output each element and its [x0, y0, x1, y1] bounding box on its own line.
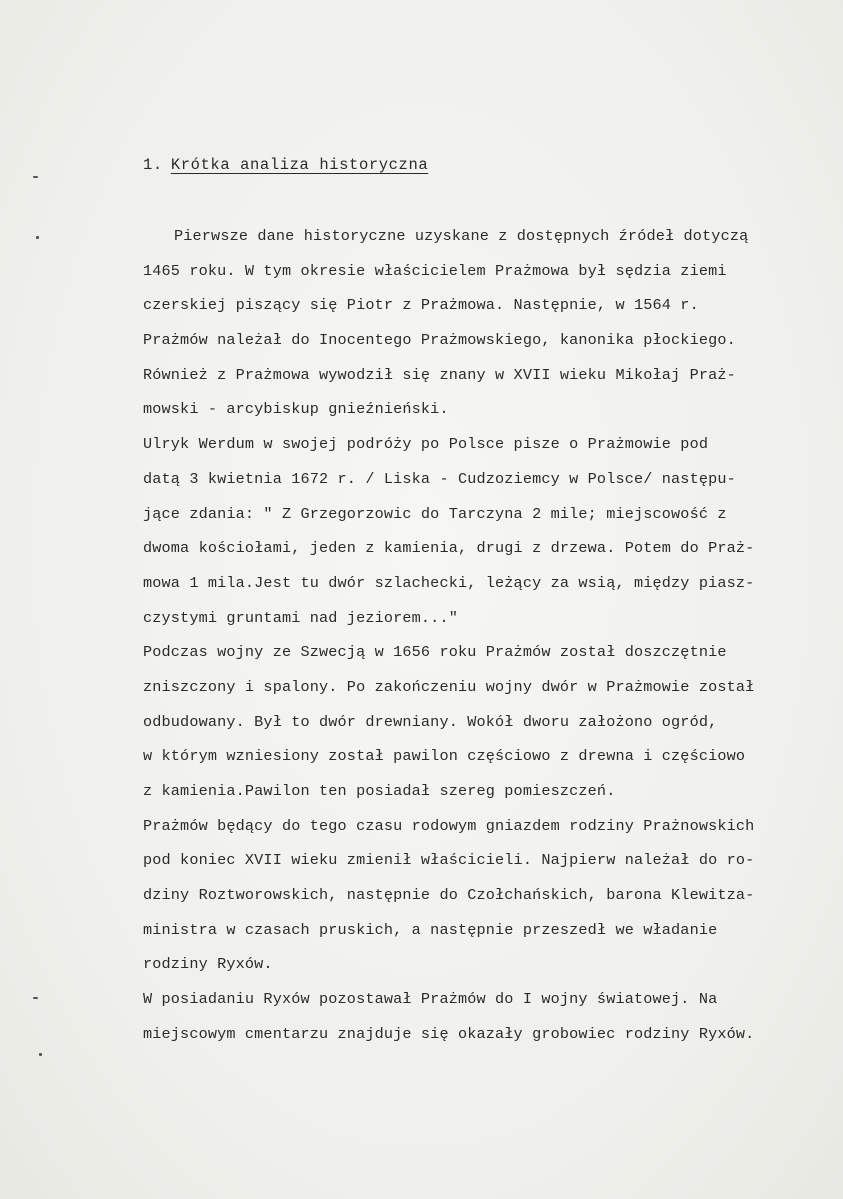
text-line: mowski - arcybiskup gnieźnieński. [143, 400, 449, 419]
text-line: odbudowany. Był to dwór drewniany. Wokół dworu założono ogród, [143, 712, 718, 731]
body-text [143, 219, 843, 1052]
text-line: Również z Prażmowa wywodził się znany w XVII wieku Mikołaj Praż- [143, 365, 736, 384]
section-title: Krótka analiza historyczna [170, 156, 429, 174]
text-line: jące zdania: " Z Grzegorzowic do Tarczyna 2 mile; miejscowość z [143, 504, 727, 523]
text-line: pod koniec XVII wieku zmienił właścicieli. Najpierw należał do ro- [143, 851, 755, 870]
text-line: z kamienia.Pawilon ten posiadał szereg pomieszczeń. [143, 782, 616, 800]
section-number: 1. [143, 156, 163, 174]
text-line: Prażmów należał do Inocentego Prażmowskiego, kanonika płockiego. [143, 331, 736, 350]
text-line: ministra w czasach pruskich, a następnie przeszedł we władanie [143, 920, 718, 939]
punch-mark [39, 1053, 42, 1056]
punch-mark [33, 176, 38, 178]
text-line: dziny Roztworowskich, następnie do Czołchańskich, barona Klewitza- [143, 886, 755, 905]
text-line: rodziny Ryxów. [143, 955, 273, 974]
text-line: Ulryk Werdum w swojej podróży po Polsce pisze o Prażmowie pod [143, 435, 709, 454]
text-line: mowa 1 mila.Jest tu dwór szlachecki, leżący za wsią, między piasz- [143, 573, 755, 592]
text-line: czystymi gruntami nad jeziorem..." [143, 608, 458, 627]
punch-mark [36, 236, 39, 239]
text-line: zniszczony i spalony. Po zakończeniu wojny dwór w Prażmowie został [143, 677, 755, 696]
text-line: Prażmów będący do tego czasu rodowym gniazdem rodziny Prażnowskich [143, 816, 755, 835]
text-line: w którym wzniesiony został pawilon częściowo z drewna i częściowo [143, 747, 746, 766]
text-line: W posiadaniu Ryxów pozostawał Prażmów do I wojny światowej. Na [143, 990, 718, 1009]
text-line: czerskiej piszący się Piotr z Prażmowa. Następnie, w 1564 r. [143, 296, 699, 315]
punch-mark [33, 997, 38, 999]
text-line: dwoma kościołami, jeden z kamienia, drugi z drzewa. Potem do Praż- [143, 539, 755, 558]
text-line: miejscowym cmentarzu znajduje się okazały grobowiec rodziny Ryxów. [143, 1024, 755, 1043]
text-line: Podczas wojny ze Szwecją w 1656 roku Prażmów został doszczętnie [143, 643, 727, 662]
text-line: Pierwsze dane historyczne uzyskane z dostępnych źródeł dotyczą [174, 227, 749, 245]
text-line: 1465 roku. W tym okresie właścicielem Prażmowa był sędzia ziemi [143, 261, 727, 280]
section-heading [143, 156, 428, 174]
text-line: datą 3 kwietnia 1672 r. / Liska - Cudzoziemcy w Polsce/ następu- [143, 469, 736, 488]
